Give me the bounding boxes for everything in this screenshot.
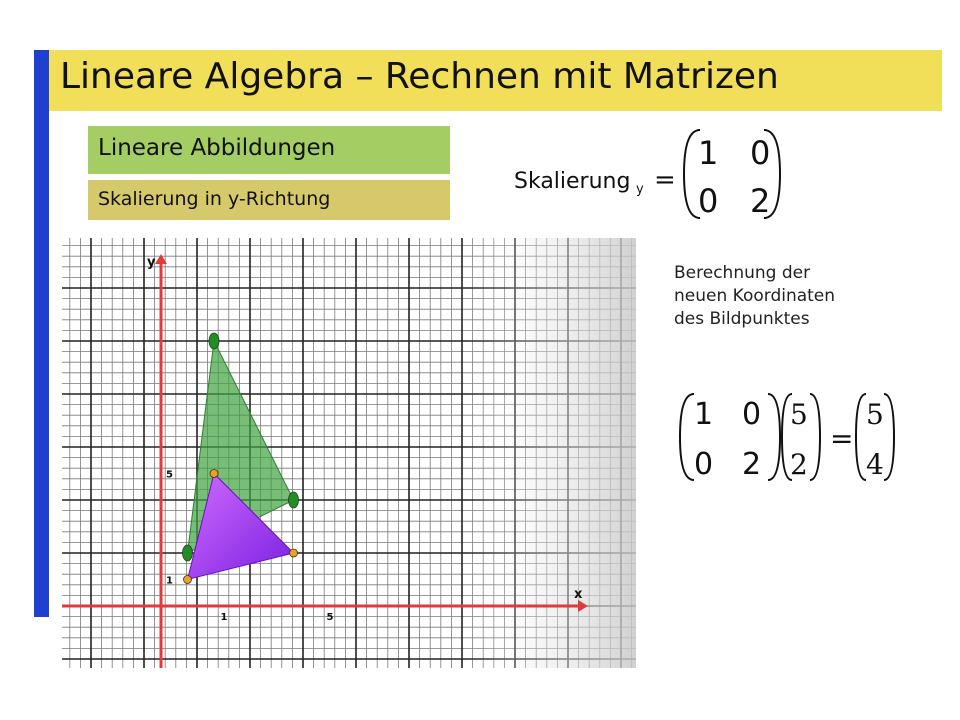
vector-left-bracket xyxy=(856,394,866,480)
formula-equals: = xyxy=(654,165,676,195)
calculation-formula xyxy=(670,380,910,490)
vector-cell: 5 xyxy=(866,398,884,431)
formula-subscript: y xyxy=(636,182,644,197)
matrix-cell: 0 xyxy=(694,447,714,482)
page-title: Lineare Algebra – Rechnen mit Matrizen xyxy=(60,56,779,97)
matrix-cell: 2 xyxy=(750,182,771,220)
vector-right-bracket xyxy=(810,394,820,480)
calc-equals: = xyxy=(830,422,854,455)
accent-bar xyxy=(34,50,49,617)
formula-name: Skalierung xyxy=(514,169,631,194)
matrix-cell: 0 xyxy=(698,182,719,220)
y-axis-label: y xyxy=(147,255,156,270)
matrix-left-bracket xyxy=(680,394,694,480)
subsection-label: Skalierung in y-Richtung xyxy=(98,188,331,210)
subsection-label-box xyxy=(88,180,450,220)
scaling-formula xyxy=(500,120,800,228)
matrix-cell: 1 xyxy=(694,397,714,432)
vector-cell: 5 xyxy=(790,398,808,431)
x-axis-label: x xyxy=(574,587,583,602)
vector-right-bracket xyxy=(884,394,894,480)
section-label: Lineare Abbildungen xyxy=(98,135,336,161)
triangle-vertex xyxy=(183,545,193,561)
grid-fade xyxy=(62,238,636,668)
triangle-vertex xyxy=(289,492,299,508)
vector-cell: 4 xyxy=(866,448,884,481)
vector-cell: 2 xyxy=(790,448,808,481)
description-line: Berechnung der xyxy=(674,263,811,283)
matrix-cell: 1 xyxy=(698,134,719,172)
matrix-cell: 0 xyxy=(750,134,771,172)
x-tick-label: 1 xyxy=(220,612,228,623)
matrix-right-bracket xyxy=(768,394,780,480)
matrix-cell: 2 xyxy=(742,447,762,482)
calculation-description xyxy=(674,262,914,331)
matrix-cell: 0 xyxy=(742,397,762,432)
coordinate-grid xyxy=(62,238,636,668)
triangle-vertex xyxy=(209,333,219,349)
description-line: neuen Koordinaten xyxy=(674,286,836,306)
section-label-box xyxy=(88,126,450,174)
x-tick-label: 5 xyxy=(326,612,334,623)
y-tick-label: 5 xyxy=(166,469,173,481)
y-tick-label: 1 xyxy=(166,575,173,587)
triangle-vertex xyxy=(184,576,192,584)
description-line: des Bildpunktes xyxy=(674,309,810,329)
triangle-vertex xyxy=(290,549,298,557)
triangle-vertex xyxy=(210,470,218,478)
